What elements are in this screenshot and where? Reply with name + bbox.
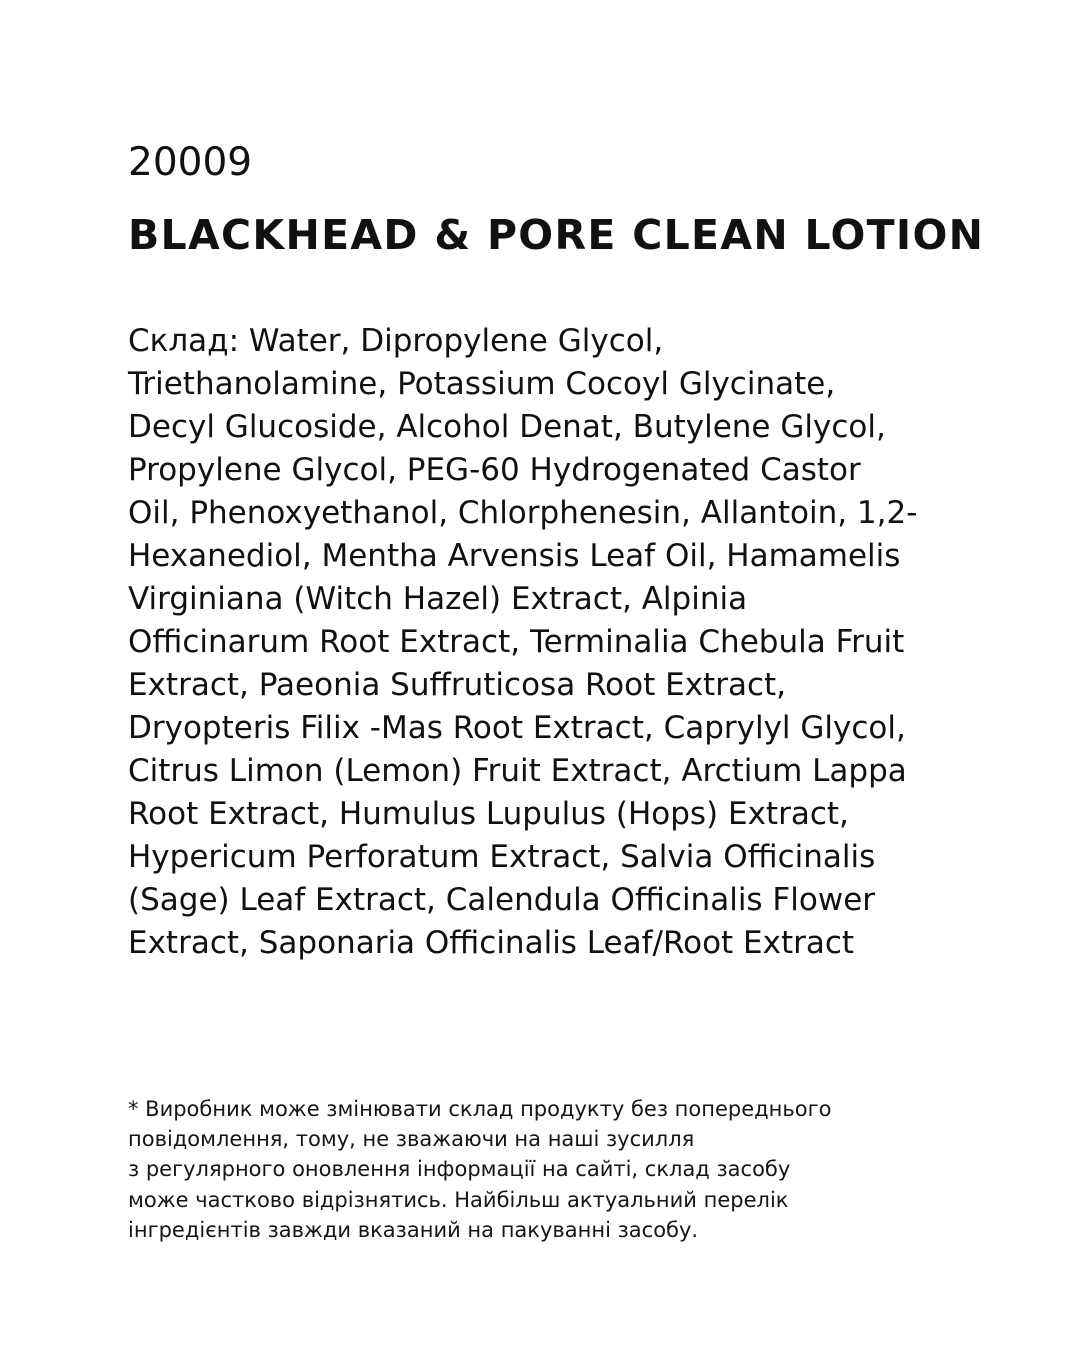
product-code: 20009 <box>128 140 253 185</box>
ingredients-line: Propylene Glycol, PEG-60 Hydrogenated Castor <box>128 452 861 488</box>
ingredients-line: Root Extract, Humulus Lupulus (Hops) Extract, <box>128 796 849 832</box>
ingredients-list <box>128 320 1028 965</box>
ingredients-line: Склад: Water, Dipropylene Glycol, <box>128 323 664 359</box>
disclaimer-line: з регулярного оновлення інформації на сайті, склад засобу <box>128 1157 791 1182</box>
ingredients-line: Decyl Glucoside, Alcohol Denat, Butylene Glycol, <box>128 409 886 445</box>
ingredients-line: Citrus Limon (Lemon) Fruit Extract, Arctium Lappa <box>128 753 907 789</box>
product-title: BLACKHEAD & PORE CLEAN LOTION <box>128 211 985 259</box>
ingredients-line: Triethanolamine, Potassium Cocoyl Glycinate, <box>128 366 836 402</box>
ingredients-line: Virginiana (Witch Hazel) Extract, Alpinia <box>128 581 748 617</box>
ingredients-line: Extract, Paeonia Suffruticosa Root Extract, <box>128 667 787 703</box>
ingredients-line: Hypericum Perforatum Extract, Salvia Officinalis <box>128 839 876 875</box>
disclaimer-line: повідомлення, тому, не зважаючи на наші зусилля <box>128 1127 695 1152</box>
ingredients-line: Officinarum Root Extract, Terminalia Chebula Fruit <box>128 624 905 660</box>
ingredients-line: Extract, Saponaria Officinalis Leaf/Root Extract <box>128 925 855 961</box>
disclaimer-line: інгредієнтів завжди вказаний на пакуванні засобу. <box>128 1217 699 1242</box>
disclaimer-line: може частково відрізнятись. Найбільш актуальний перелік <box>128 1187 789 1212</box>
disclaimer-line: * Виробник може змінювати склад продукту без попереднього <box>128 1097 832 1121</box>
ingredients-line: Dryopteris Filix -Mas Root Extract, Caprylyl Glycol, <box>128 710 906 746</box>
ingredients-line: Oil, Phenoxyethanol, Chlorphenesin, Allantoin, 1,2- <box>128 495 918 531</box>
disclaimer-note <box>128 1094 1028 1245</box>
ingredients-line: (Sage) Leaf Extract, Calendula Officinalis Flower <box>128 882 876 918</box>
ingredients-line: Hexanediol, Mentha Arvensis Leaf Oil, Hamamelis <box>128 538 901 574</box>
